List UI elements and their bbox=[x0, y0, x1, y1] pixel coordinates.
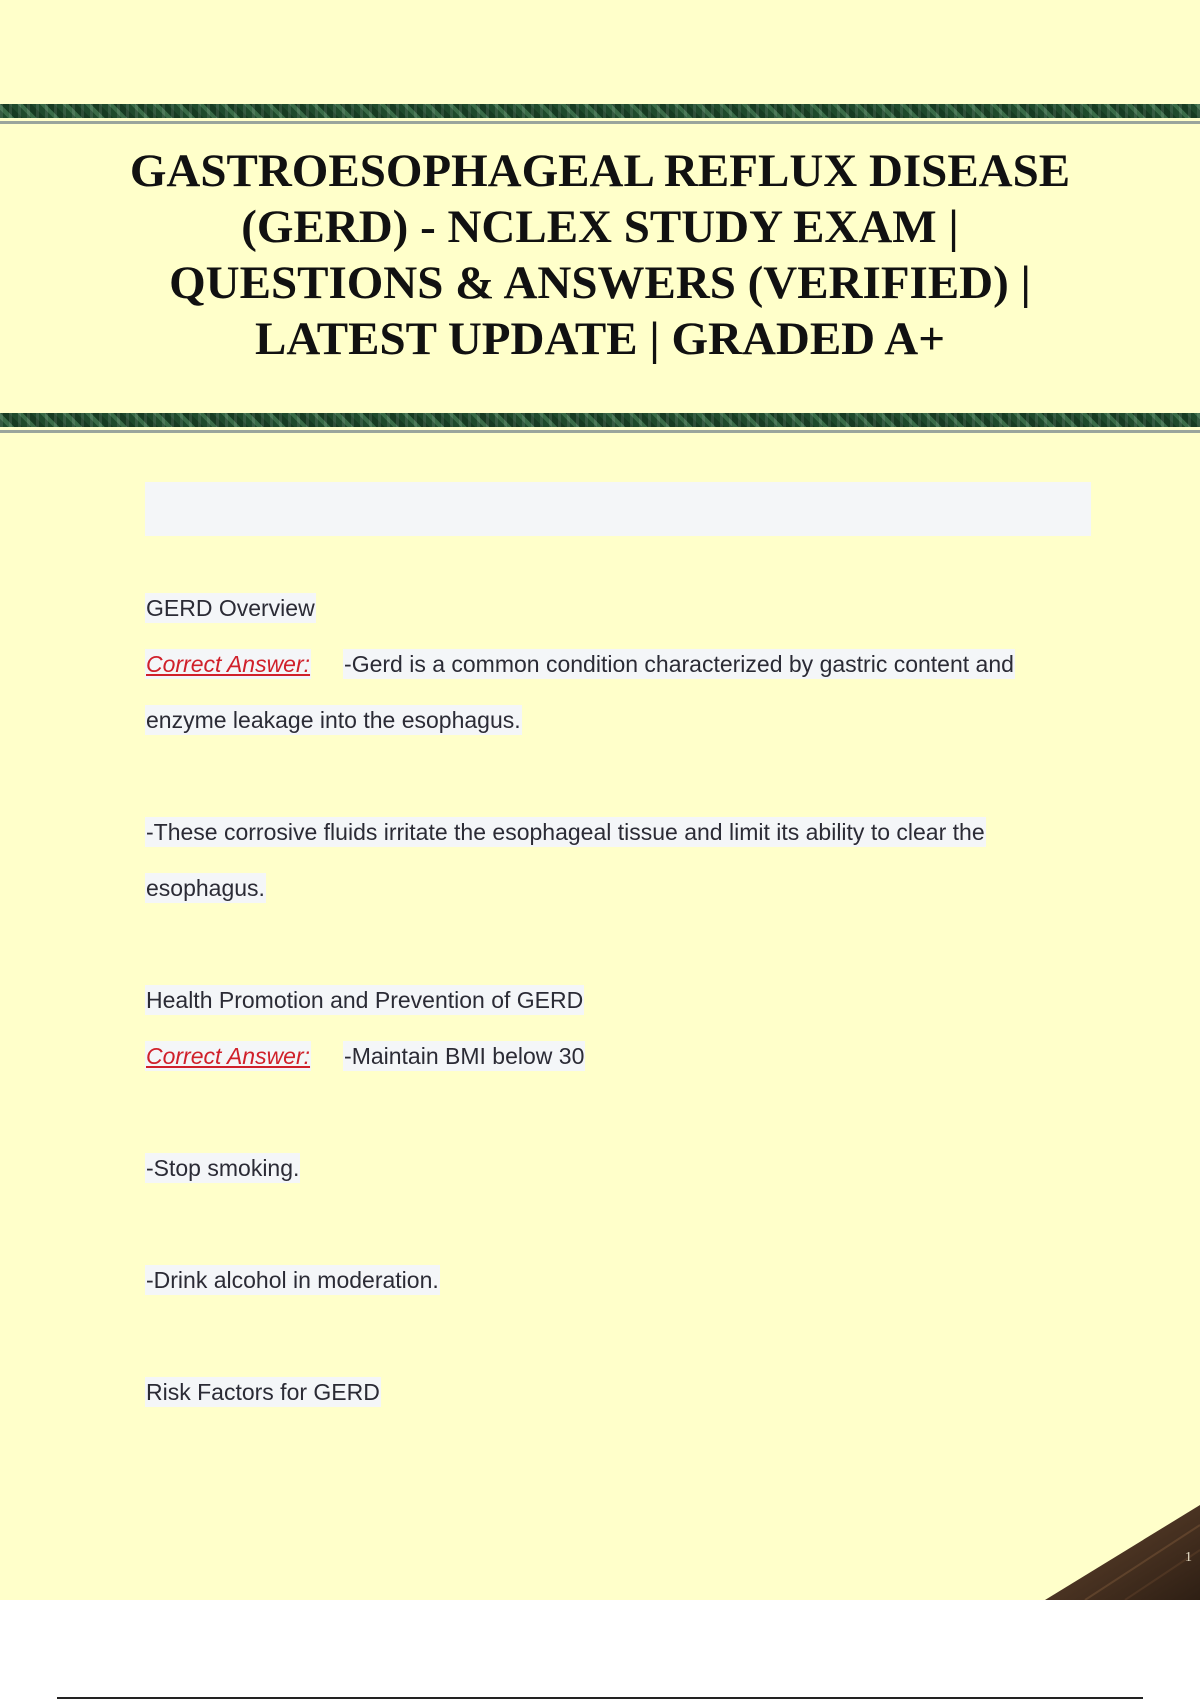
answer-line: enzyme leakage into the esophagus. bbox=[146, 707, 521, 733]
answer-line: -Stop smoking. bbox=[146, 1155, 300, 1181]
header-top-rule bbox=[0, 121, 1200, 124]
question-text: GERD Overview bbox=[146, 595, 315, 621]
question-text: Health Promotion and Prevention of GERD bbox=[146, 987, 584, 1013]
answer-line: Correct Answer: -Maintain BMI below 30 bbox=[146, 1043, 585, 1069]
blank-highlight-box bbox=[145, 482, 1091, 536]
page-number: 1 bbox=[1185, 1550, 1192, 1565]
question-text: Risk Factors for GERD bbox=[146, 1379, 380, 1405]
answer-line: -These corrosive fluids irritate the esophageal tissue and limit its ability to clear the bbox=[146, 819, 985, 845]
page-corner-decoration bbox=[1045, 1505, 1200, 1600]
answer-line: -Drink alcohol in moderation. bbox=[146, 1267, 439, 1293]
answer-line: Correct Answer: -Gerd is a common condition characterized by gastric content and bbox=[146, 651, 1014, 677]
footer-rule bbox=[57, 1697, 1143, 1699]
header-bottom-band bbox=[0, 413, 1200, 427]
qa-content bbox=[145, 580, 1095, 1420]
correct-answer-label: Correct Answer: bbox=[146, 1043, 311, 1069]
answer-line: esophagus. bbox=[146, 875, 265, 901]
header-top-band bbox=[0, 104, 1200, 118]
header-bottom-rule bbox=[0, 430, 1200, 433]
correct-answer-label: Correct Answer: bbox=[146, 651, 311, 677]
document-title: GASTROESOPHAGEAL REFLUX DISEASE (GERD) - NCLEX STUDY EXAM | QUESTIONS & ANSWERS (VERIFIED) | LATEST UPDATE | GRADED A+ bbox=[129, 145, 1071, 365]
